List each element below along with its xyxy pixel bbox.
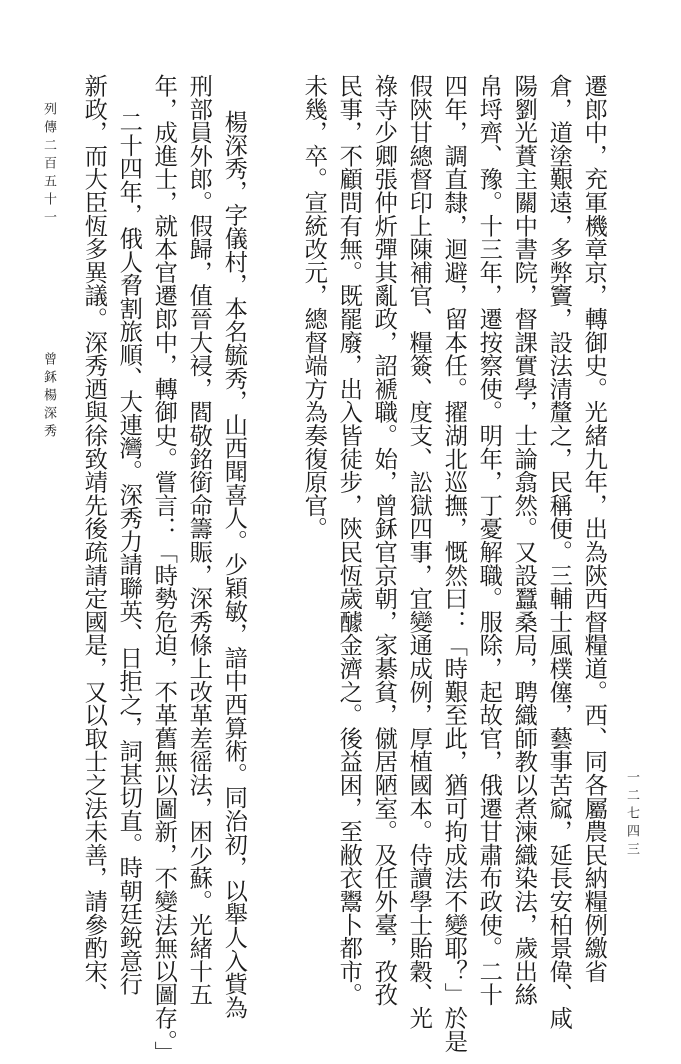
text-column-11: 楊深秀，字儀村，本名毓秀，山西聞喜人。少穎敏，諳中西算術。同治初，以舉人入貲為 [220,110,248,1019]
running-header-names: 曾鉌楊深秀 [41,352,56,442]
text-column-8: 民事，不顧問有無。既罷廢，出入皆徒步，陝民恆歲醵金濟之。後益困，至敝衣鬻卜都市。 [335,74,363,1006]
page-number: 一二七四三 [624,770,639,860]
text-column-5: 四年，調直隸，迴避，留本任。擢湖北巡撫，慨然曰：「時艱至此，猶可拘成法不變耶？」於是 [440,74,468,1053]
text-column-6: 假陝甘總督印上陳補官、糧簽、度支、訟獄四事，宜變通成例，厚植國本。侍讀學士貽穀、光 [405,74,433,1030]
text-column-9: 未幾，卒。宣統改元，總督端方為奏復原官。 [300,74,328,540]
text-column-3: 陽劉光蕡主關中書院，督課實學，士論翕然。又設蠶桑局，聘織師教以煮湅織染法，歲出絲 [510,74,538,1006]
text-column-7: 祿寺少卿張仲炘彈其亂政，詔褫職。始，曾鉌官京朝，家綦貧，僦居陋室。及任外臺，孜孜 [370,74,398,1006]
text-column-15: 新政，而大臣恆多異議。深秀迺與徐致靖先後疏請定國是，又以取士之法未善，請參酌宋、 [80,74,108,1006]
text-column-13: 年，成進士，就本官遷郎中，轉御史。嘗言：「時勢危迫，不革舊無以圖新，不變法無以圖存。」 [150,74,178,1064]
text-column-4: 帛埒齊、豫。十三年，遷按察使。明年，丁憂解職。服除，起故官，俄遷甘肅布政使。二十 [475,74,503,1006]
text-column-2: 倉，道塗艱遠，多弊竇，設法清釐之，民稱便。三輔士風樸僿，藝事苦窳，延長安柏景偉、咸 [545,74,573,1030]
text-column-1: 遷郎中，充軍機章京，轉御史。光緒九年，出為陝西督糧道。西、同各屬農民納糧例繳省 [580,74,608,983]
running-header-chapter: 列傳二百五十一 [41,102,56,228]
text-column-14: 二十四年，俄人脅割旅順、大連灣。深秀力請聯英、日拒之，詞甚切直。時朝廷銳意行 [115,110,143,996]
text-column-12: 刑部員外郎。假歸，值晉大祲，閻敬銘銜命籌賑，深秀條上改革差徭法，困少蘇。光緒十五 [185,74,213,1006]
